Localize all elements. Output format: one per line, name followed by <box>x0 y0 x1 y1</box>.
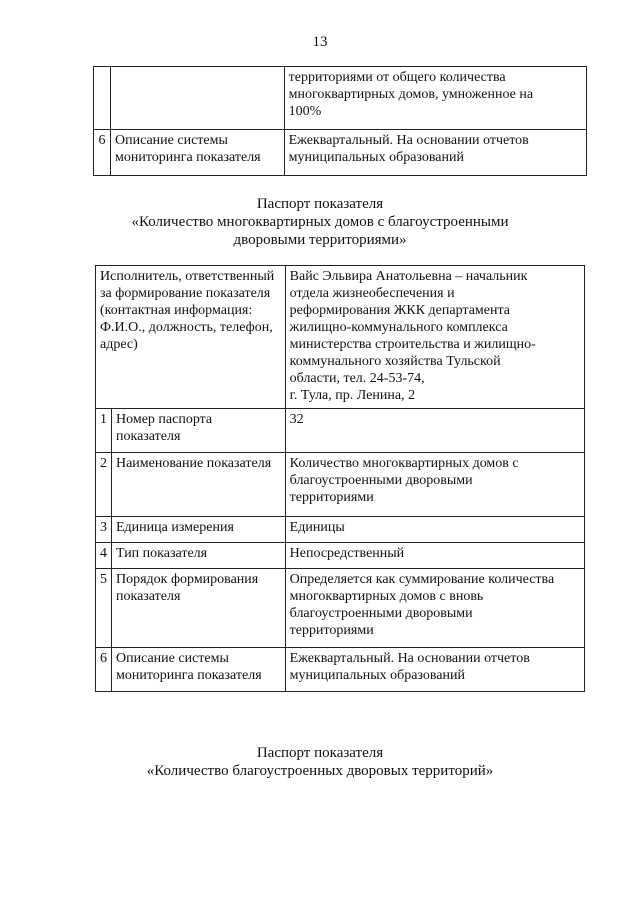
row-label-cell: Порядок формирования показателя <box>111 569 285 648</box>
row-label-cell: Описание системы мониторинга показателя <box>110 130 284 176</box>
row-label-cell: Единица измерения <box>111 517 285 543</box>
table-row <box>94 130 587 176</box>
passport-heading <box>0 195 640 249</box>
row-number: 2 <box>96 453 112 517</box>
row-label-cell: Номер паспорта показателя <box>111 409 285 453</box>
row-label-cell: Тип показателя <box>111 543 285 569</box>
row-number: 3 <box>96 517 112 543</box>
value-line: территориями от общего количества <box>288 70 506 85</box>
row-value-cell: Ежеквартальный. На основании отчетов муниципальных образований <box>285 648 584 692</box>
row-value-cell: Единицы <box>285 517 584 543</box>
table-row <box>96 569 585 648</box>
row-number: 4 <box>96 543 112 569</box>
row-value-cell: Определяется как суммирование количества многоквартирных домов с вновь благоустроенными дворовыми территориями <box>285 569 584 648</box>
row-value-cell <box>284 67 586 130</box>
passport-heading <box>0 744 640 780</box>
heading-line: «Количество благоустроенных дворовых территорий» <box>146 763 494 779</box>
page-number: 13 <box>312 34 328 50</box>
executor-label-cell: Исполнитель, ответственный за формирование показателя (контактная информация: Ф.И.О., должность, телефон, адрес) <box>96 266 286 409</box>
row-label-cell: Описание системы мониторинга показателя <box>111 648 285 692</box>
row-number: 6 <box>96 648 112 692</box>
row-value-cell: Количество многоквартирных домов с благоустроенными дворовыми территориями <box>285 453 584 517</box>
table-row <box>96 409 585 453</box>
value-line: 100% <box>288 104 322 119</box>
row-value-cell: 32 <box>285 409 584 453</box>
heading-title: Паспорт показателя <box>256 745 384 761</box>
heading-line: дворовыми территориями» <box>233 232 407 248</box>
table-row <box>96 517 585 543</box>
executor-value-cell: Вайс Эльвира Анатольевна – начальник отдела жизнеобеспечения и реформирования ЖКК департамента жилищно-коммунального комплекса министерства строительства и жилищно- коммунального хозяйства Тульской области, тел. 24-53-74, г. Тула, пр. Ленина, 2 <box>285 266 584 409</box>
row-number: 5 <box>96 569 112 648</box>
row-value-cell: Непосредственный <box>285 543 584 569</box>
row-label-cell: Наименование показателя <box>111 453 285 517</box>
executor-row <box>96 266 585 409</box>
row-value-cell: Ежеквартальный. На основании отчетов муниципальных образований <box>284 130 586 176</box>
table-row <box>96 453 585 517</box>
table-row <box>94 67 587 130</box>
table-row <box>96 543 585 569</box>
value-line: многоквартирных домов, умноженное на <box>288 87 534 102</box>
passport-table <box>95 265 585 692</box>
row-number: 1 <box>96 409 112 453</box>
row-number-cell <box>94 67 111 130</box>
heading-title: Паспорт показателя <box>256 196 384 212</box>
heading-line: «Количество многоквартирных домов с благоустроенными <box>131 214 509 230</box>
top-table-continuation <box>93 66 587 176</box>
row-label-cell <box>110 67 284 130</box>
row-number: 6 <box>94 130 111 176</box>
table-row <box>96 648 585 692</box>
